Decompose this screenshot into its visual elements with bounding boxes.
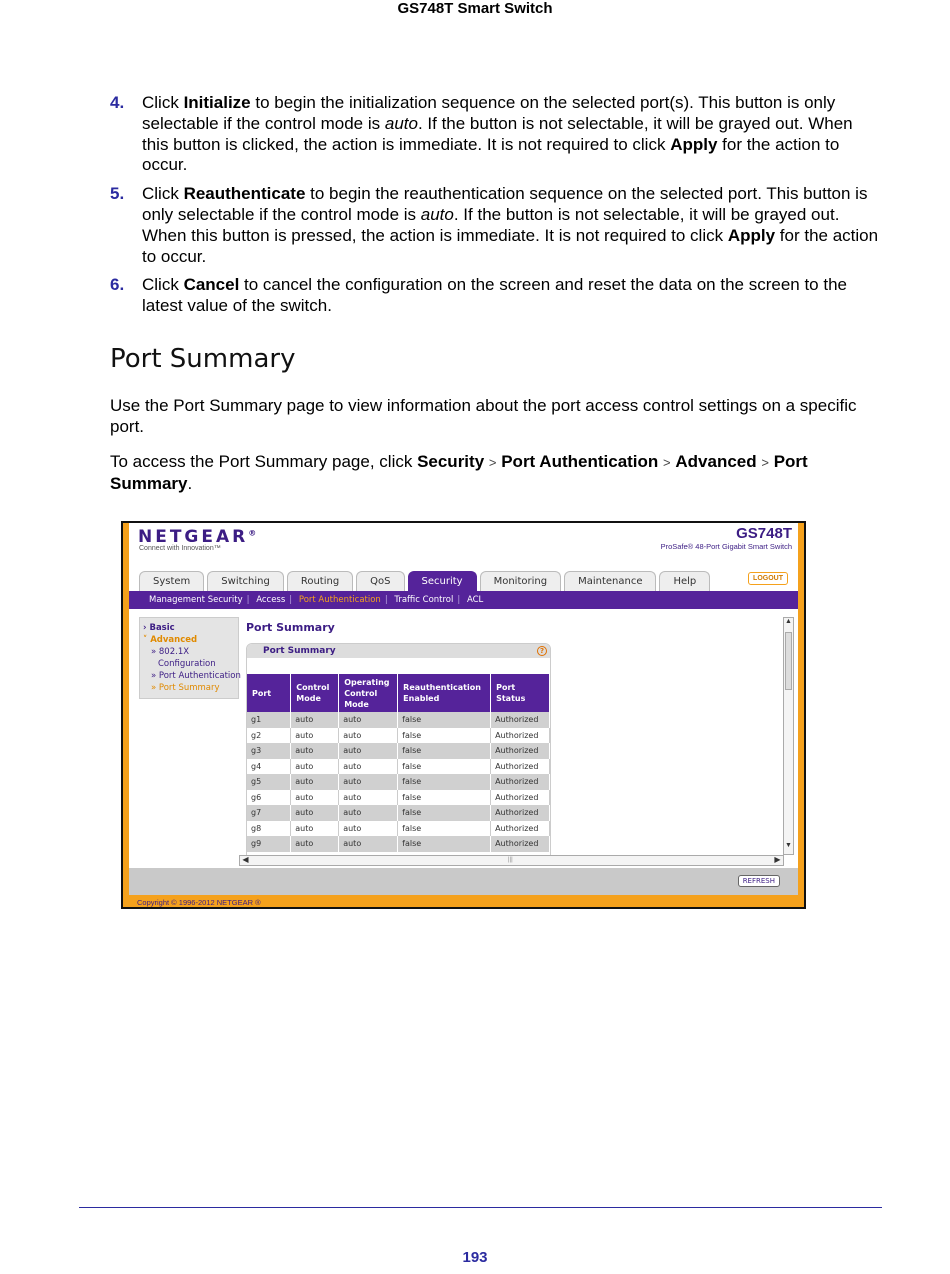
table-cell: false — [398, 821, 491, 837]
col-operating-control-mode: Operating Control Mode — [339, 674, 398, 712]
leftnav-advanced[interactable]: ˅ Advanced — [143, 635, 198, 645]
table-row[interactable] — [247, 805, 550, 821]
table-cell: Authorized — [491, 728, 550, 744]
table-cell: g4 — [247, 759, 291, 775]
step-text-run: . If the button is not selectable, it will be grayed out. When this button is clicked, the action is immediate. It is not required to click — [142, 113, 853, 154]
scroll-down-icon[interactable]: ▼ — [785, 842, 792, 849]
table-cell: auto — [339, 728, 398, 744]
table-cell: auto — [339, 743, 398, 759]
table-cell: auto — [339, 836, 398, 852]
access-paragraph — [110, 451, 880, 494]
screenshot-window — [129, 523, 798, 895]
emphasis-term: Apply — [727, 225, 776, 245]
subnav-traffic-control[interactable]: Traffic Control — [394, 595, 454, 605]
path-sep: > — [663, 455, 671, 470]
table-cell: false — [398, 712, 491, 728]
tab-qos[interactable]: QoS — [356, 571, 404, 591]
vertical-scrollbar[interactable] — [783, 617, 794, 855]
leftnav-dot1x-configuration[interactable]: Configuration — [158, 659, 216, 669]
table-cell: g2 — [247, 728, 291, 744]
col-port: Port — [247, 674, 291, 712]
path-sep: > — [761, 455, 769, 470]
table-cell: auto — [291, 805, 339, 821]
emphasis-term: auto — [384, 113, 418, 133]
table-cell: auto — [339, 759, 398, 775]
step-text-run: Click — [142, 93, 184, 112]
scroll-thumb[interactable] — [785, 632, 792, 690]
table-row[interactable] — [247, 712, 550, 728]
horizontal-scrollbar[interactable] — [239, 855, 784, 866]
table-cell: auto — [291, 743, 339, 759]
table-row[interactable] — [247, 774, 550, 790]
table-cell: g5 — [247, 774, 291, 790]
table-cell: auto — [291, 790, 339, 806]
intro-paragraph: Use the Port Summary page to view information about the port access control settings on a specific port. — [110, 396, 857, 436]
tab-security[interactable]: Security — [408, 571, 477, 591]
tab-monitoring[interactable]: Monitoring — [480, 571, 561, 591]
access-suffix: . — [187, 474, 193, 493]
model-name: GS748T — [736, 525, 792, 542]
emphasis-term: Initialize — [183, 93, 251, 112]
table-header-row — [247, 674, 550, 712]
step-text-run: Click — [142, 275, 184, 295]
table-cell: g1 — [247, 712, 291, 728]
scroll-up-icon[interactable]: ▲ — [785, 618, 792, 625]
button-bar — [129, 868, 798, 895]
scroll-left-icon[interactable]: ◀ — [242, 855, 249, 864]
table-cell: Authorized — [491, 790, 550, 806]
table-cell: g9 — [247, 836, 291, 852]
step-text-run: for the action to occur. — [142, 134, 840, 175]
path-port-authentication: Port Authentication — [501, 452, 659, 471]
content-page-title: Port Summary — [246, 621, 335, 634]
table-cell: false — [398, 728, 491, 744]
table-row[interactable] — [247, 790, 550, 806]
subnav-access[interactable]: Access — [256, 595, 286, 605]
subnav-acl[interactable]: ACL — [466, 595, 484, 605]
page-header: GS748T Smart Switch — [397, 0, 553, 17]
table-cell: g3 — [247, 743, 291, 759]
step-item — [110, 93, 880, 176]
step-text — [142, 93, 880, 176]
table-cell: false — [398, 836, 491, 852]
step-number: 4. — [110, 93, 125, 112]
step-text-run: to begin the initialization sequence on the selected port(s). This button is only selectable if the control mode is — [142, 93, 836, 133]
copyright: Copyright © 1996-2012 NETGEAR ® — [137, 898, 261, 907]
tab-help[interactable]: Help — [659, 571, 710, 591]
col-control-mode: Control Mode — [291, 674, 339, 712]
emphasis-term: Cancel — [183, 275, 240, 295]
table-cell: false — [398, 805, 491, 821]
step-text — [142, 184, 880, 267]
table-row[interactable] — [247, 728, 550, 744]
section-title: Port Summary — [110, 344, 296, 374]
logout-button[interactable]: LOGOUT — [748, 572, 788, 585]
step-text-run: for the action to occur. — [142, 225, 879, 266]
emphasis-term: Reauthenticate — [183, 184, 306, 204]
table-cell: false — [398, 774, 491, 790]
subnav-separator: | — [246, 595, 250, 605]
table-cell: false — [398, 759, 491, 775]
path-sep: > — [488, 455, 497, 470]
panel-header — [247, 644, 550, 658]
step-text-run: . If the button is not selectable, it will be grayed out. When this button is pressed, the action is immediate. It is not required to click — [142, 204, 840, 245]
path-security: Security — [417, 452, 485, 471]
table-cell: auto — [291, 821, 339, 837]
table-cell: auto — [339, 712, 398, 728]
table-cell: g8 — [247, 821, 291, 837]
help-icon[interactable]: ? — [537, 646, 547, 656]
page-number: 193 — [462, 1249, 488, 1266]
table-row[interactable] — [247, 759, 550, 775]
screenshot-figure — [121, 521, 806, 909]
steps-list — [110, 93, 880, 325]
leftnav-basic[interactable]: › Basic — [143, 623, 175, 633]
table-cell: Authorized — [491, 774, 550, 790]
port-summary-panel — [246, 643, 551, 861]
step-text — [142, 275, 880, 317]
step-number: 5. — [110, 184, 125, 204]
step-item — [110, 184, 880, 267]
table-cell: Authorized — [491, 821, 550, 837]
table-cell: false — [398, 790, 491, 806]
scroll-grip-icon[interactable]: ||| — [508, 857, 513, 863]
col-reauthentication-enabled: Reauthentication Enabled — [398, 674, 491, 712]
emphasis-term: auto — [420, 204, 454, 224]
step-text-run: to cancel the configuration on the screen and reset the data on the screen to the latest value of the switch. — [142, 275, 847, 316]
table-cell: auto — [291, 712, 339, 728]
tagline: Connect with Innovation™ — [139, 545, 221, 552]
subnav-port-authentication[interactable]: Port Authentication — [298, 595, 381, 605]
subnav-management-security[interactable]: Management Security — [149, 595, 243, 605]
path-advanced: Advanced — [675, 452, 757, 471]
step-text-run: Click — [142, 184, 184, 204]
tab-routing[interactable]: Routing — [287, 571, 353, 591]
path-port-summary: Port Summary — [110, 452, 808, 493]
model-description: ProSafe® 48-Port Gigabit Smart Switch — [660, 542, 792, 551]
netgear-logo: NETGEAR® — [138, 527, 257, 547]
table-cell: auto — [291, 728, 339, 744]
subnav-separator: | — [457, 595, 461, 605]
port-summary-table — [247, 674, 550, 852]
tab-switching[interactable]: Switching — [207, 571, 284, 591]
table-cell: auto — [291, 774, 339, 790]
table-cell: Authorized — [491, 743, 550, 759]
left-navigation — [139, 617, 239, 699]
table-cell: auto — [339, 805, 398, 821]
tab-system[interactable]: System — [139, 571, 204, 591]
table-cell: g6 — [247, 790, 291, 806]
table-row[interactable] — [247, 821, 550, 837]
col-port-status: Port Status — [491, 674, 550, 712]
tab-maintenance[interactable]: Maintenance — [564, 571, 656, 591]
leftnav-port-authentication[interactable]: » Port Authentication — [151, 671, 241, 681]
step-text-run: to begin the reauthentication sequence on the selected port. This button is only selectable if the control mode is — [142, 184, 868, 224]
emphasis-term: Apply — [670, 134, 718, 154]
sub-navigation — [129, 591, 798, 609]
table-cell: Authorized — [491, 759, 550, 775]
main-tabs — [139, 571, 713, 591]
leftnav-port-summary[interactable]: » Port Summary — [151, 683, 220, 693]
access-prefix: To access the Port Summary page, click — [110, 452, 418, 471]
leftnav-dot1x[interactable]: » 802.1X — [151, 647, 190, 657]
panel-title: Port Summary — [263, 646, 336, 656]
table-cell: Authorized — [491, 712, 550, 728]
subnav-separator: | — [384, 595, 388, 605]
subnav-separator: | — [289, 595, 293, 605]
table-cell: auto — [339, 821, 398, 837]
scroll-right-icon[interactable]: ▶ — [774, 855, 781, 864]
table-cell: Authorized — [491, 805, 550, 821]
table-cell: Authorized — [491, 836, 550, 852]
table-cell: false — [398, 743, 491, 759]
table-cell: auto — [339, 790, 398, 806]
table-row[interactable] — [247, 836, 550, 852]
table-cell: auto — [291, 836, 339, 852]
table-cell: auto — [339, 774, 398, 790]
step-number: 6. — [110, 275, 125, 295]
step-item — [110, 275, 880, 317]
table-row[interactable] — [247, 743, 550, 759]
footer-rule — [79, 1207, 882, 1208]
table-cell: g7 — [247, 805, 291, 821]
table-cell: auto — [291, 759, 339, 775]
refresh-button[interactable]: REFRESH — [738, 875, 780, 887]
